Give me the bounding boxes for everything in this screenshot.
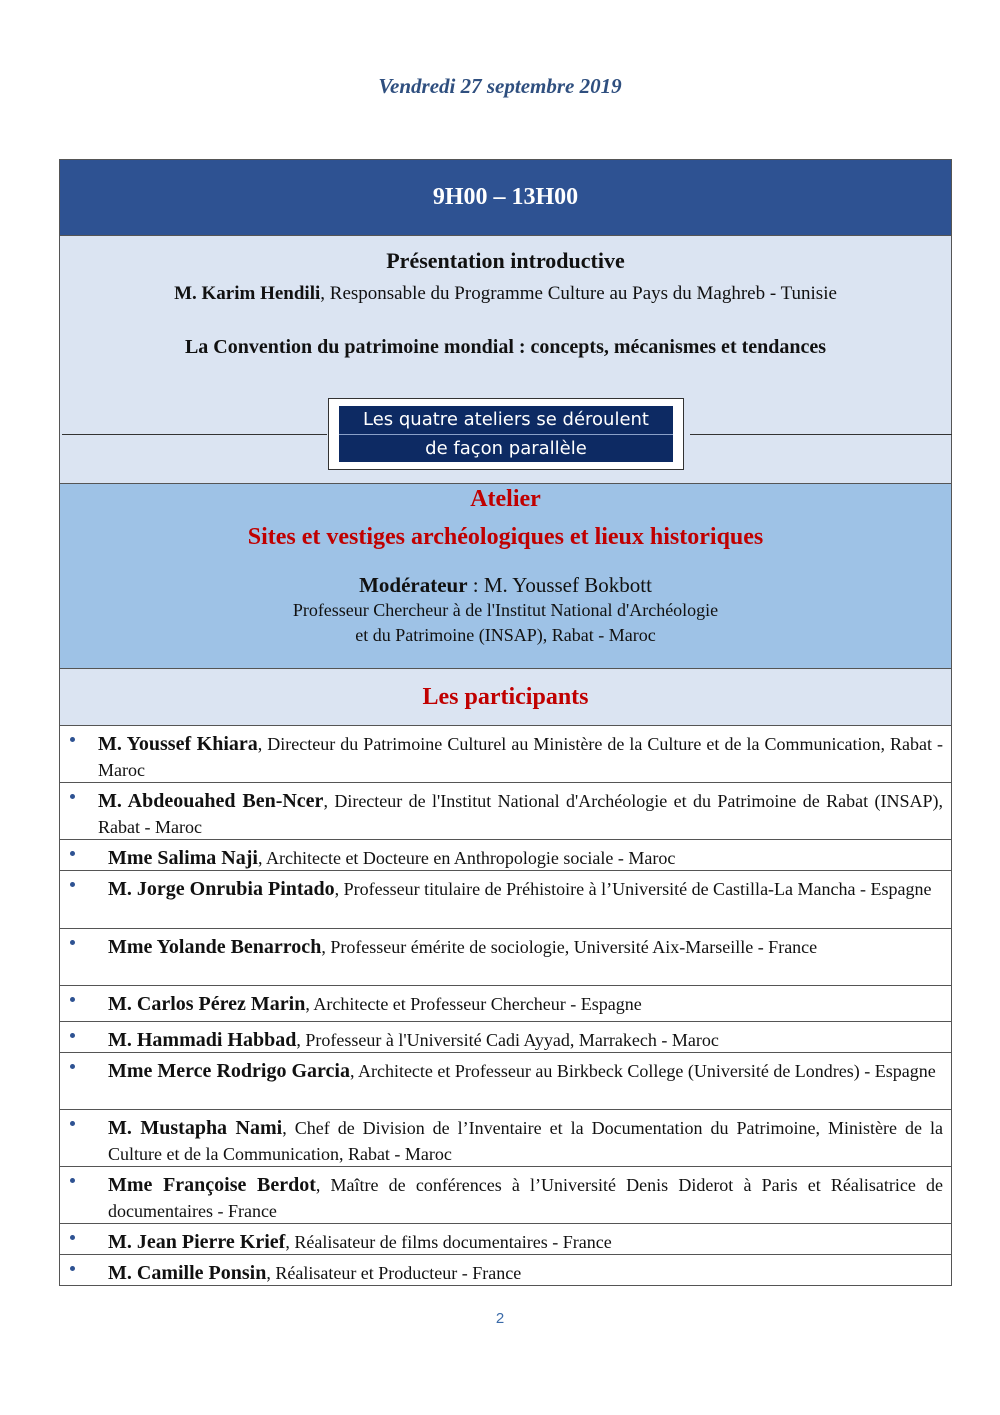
participant-name: Mme Merce Rodrigo Garcia <box>108 1060 350 1082</box>
participants-heading-text: Les participants <box>422 683 589 710</box>
participant-desc: , Professeur titulaire de Préhistoire à l’Université de Castilla-La Mancha - Espagne <box>334 879 932 899</box>
list-item <box>60 871 951 929</box>
bullet-icon <box>70 882 75 887</box>
session-date: Vendredi 27 septembre 2019 <box>378 74 622 98</box>
participant-desc: , Professeur émérite de sociologie, Université Aix-Marseille - France <box>321 937 818 957</box>
list-item <box>60 1255 951 1285</box>
participant-name: M. Jorge Onrubia Pintado <box>108 878 335 900</box>
intro-speaker <box>60 283 951 305</box>
list-item <box>60 1224 951 1255</box>
bullet-icon <box>70 997 75 1002</box>
session-time-band <box>60 160 951 236</box>
participant-desc: , Directeur de l'Institut National d'Archéologie et du Patrimoine de Rabat (INSAP), Rabat - Maroc <box>98 791 943 837</box>
bullet-icon <box>70 1235 75 1240</box>
program-table <box>59 159 952 1286</box>
bullet-icon <box>70 737 75 742</box>
divider-left <box>62 434 327 435</box>
atelier-title: Sites et vestiges archéologiques et lieux historiques <box>247 524 764 550</box>
moderator-affiliation-1: Professeur Chercheur à de l'Institut National d'Archéologie <box>292 600 719 620</box>
bullet-icon <box>70 940 75 945</box>
moderator-sep: : <box>467 573 484 597</box>
intro-section <box>60 236 951 484</box>
intro-speaker-name: M. Karim Hendili <box>174 283 321 304</box>
participant-desc: , Chef de Division de l’Inventaire et la Documentation du Patrimoine, Ministère de la Culture et de la Communication, Rabat - Maroc <box>108 1118 943 1164</box>
list-item <box>60 929 951 986</box>
intro-speaker-role: , Responsable du Programme Culture au Pays du Maghreb - Tunisie <box>320 283 837 304</box>
participant-desc: , Architecte et Professeur au Birkbeck College (Université de Londres) - Espagne <box>349 1061 936 1081</box>
page-number: 2 <box>495 1310 505 1327</box>
parallel-notice-line1: Les quatre ateliers se déroulent <box>363 408 649 430</box>
participant-desc: , Professeur à l'Université Cadi Ayyad, Marrakech - Maroc <box>296 1030 719 1050</box>
bullet-icon <box>70 1266 75 1271</box>
divider-right <box>690 434 952 435</box>
participant-desc: , Réalisateur et Producteur - France <box>266 1263 522 1283</box>
parallel-notice <box>339 406 673 462</box>
bullet-icon <box>70 1064 75 1069</box>
parallel-notice-box <box>328 398 684 470</box>
list-item <box>60 840 951 871</box>
bullet-icon <box>70 1178 75 1183</box>
participant-desc: , Directeur du Patrimoine Culturel au Ministère de la Culture et de la Communication, Rabat - Maroc <box>98 734 943 780</box>
session-time: 9H00 – 13H00 <box>432 184 579 210</box>
list-item <box>60 1053 951 1110</box>
participant-name: M. Hammadi Habbad <box>108 1029 297 1051</box>
participant-name: M. Camille Ponsin <box>108 1262 267 1284</box>
list-item <box>60 1022 951 1053</box>
participant-desc: , Architecte et Docteure en Anthropologie sociale - Maroc <box>257 848 676 868</box>
bullet-icon <box>70 794 75 799</box>
participant-name: Mme Yolande Benarroch <box>108 936 322 958</box>
list-item <box>60 986 951 1022</box>
parallel-notice-line2: de façon parallèle <box>425 437 587 459</box>
bullet-icon <box>70 1121 75 1126</box>
participant-desc: , Maître de conférences à l’Université Denis Diderot à Paris et Réalisatrice de documentaires - France <box>108 1175 943 1221</box>
intro-topic: La Convention du patrimoine mondial : concepts, mécanismes et tendances <box>184 336 827 358</box>
participant-name: M. Carlos Pérez Marin <box>108 993 306 1015</box>
bullet-icon <box>70 1033 75 1038</box>
participant-desc: , Architecte et Professeur Chercheur - Espagne <box>305 994 642 1014</box>
participant-name: Mme Salima Naji <box>108 847 258 869</box>
list-item <box>60 1110 951 1167</box>
intro-title: Présentation introductive <box>386 248 625 273</box>
participant-name: M. Youssef Khiara <box>98 733 258 755</box>
participants-heading <box>60 669 951 726</box>
atelier-label: Atelier <box>470 486 541 512</box>
list-item <box>60 1167 951 1224</box>
participant-desc: , Réalisateur de films documentaires - France <box>285 1232 612 1252</box>
participant-name: M. Abdeouahed Ben-Ncer <box>98 790 324 812</box>
bullet-icon <box>70 851 75 856</box>
atelier-section <box>60 484 951 669</box>
list-item <box>60 726 951 783</box>
moderator-name: M. Youssef Bokbott <box>483 573 652 597</box>
list-item <box>60 783 951 840</box>
participant-name: M. Jean Pierre Krief <box>108 1231 286 1253</box>
participants-list <box>60 726 951 1285</box>
moderator-label: Modérateur <box>359 573 468 597</box>
moderator-line <box>60 573 951 598</box>
participant-name: Mme Françoise Berdot <box>108 1174 316 1196</box>
participant-name: M. Mustapha Nami <box>108 1117 283 1139</box>
moderator-affiliation-2: et du Patrimoine (INSAP), Rabat - Maroc <box>355 625 656 645</box>
